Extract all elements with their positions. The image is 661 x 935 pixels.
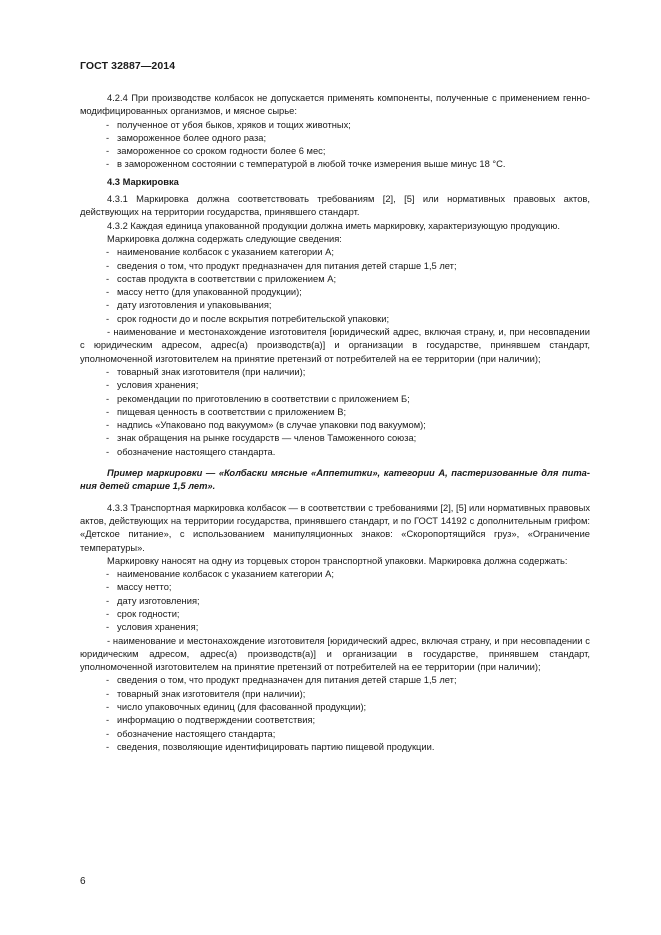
paragraph-4-2-4: 4.2.4 При производстве колбасок не допускается применять компоненты, полученные с применением генно-модифицированных организмов, и мясное сырье:	[80, 93, 590, 117]
list-item: - в замороженном состоянии с температурой в любой точке измерения выше минус 18 °С.	[106, 159, 506, 170]
list-4-3-2	[80, 246, 590, 459]
list-item: - полученное от убоя быков, хряков и тощих животных;	[106, 119, 351, 130]
list-item: - замороженное более одного раза;	[106, 132, 267, 143]
paragraph-4-3-2-intro: Маркировка должна содержать следующие сведения:	[107, 233, 342, 244]
paragraph-4-3-1: 4.3.1 Маркировка должна соответствовать требованиям [2], [5] или нормативных правовых актов, действующих на территории государства, принявшего стандарт.	[80, 194, 590, 218]
list-item: - число упаковочных единиц (для фасованной продукции);	[106, 702, 367, 713]
list-item: - рекомендации по приготовлению в соответствии с приложением Б;	[106, 393, 410, 404]
document-header: ГОСТ 32887—2014	[80, 60, 176, 72]
paragraph-4-3-3: 4.3.3 Транспортная маркировка колбасок — в соответствии с требованиями [2], [5] или нормативных правовых актов, действующих на территории государства, принявшего стандарт, и по ГОСТ 14192 с дополнительным грифом: «Детское питание», с использованием манипуляционных знаков: «Скоропортящийся груз», «Ограничение температуры».	[80, 502, 590, 553]
paragraph-4-3-2: 4.3.2 Каждая единица упакованной продукции должна иметь маркировку, характеризующую продукцию.	[107, 220, 560, 231]
list-item: - наименование колбасок с указанием категории А;	[106, 569, 334, 580]
list-item: - условия хранения;	[106, 622, 199, 633]
document-body	[80, 92, 590, 754]
list-item: - условия хранения;	[106, 380, 199, 391]
list-item-long: - наименование и местонахождение изготовителя [юридический адрес, включая страну, и, при несовпадении с юридическим адресом, адрес(а) производств(а)] и организации в государстве, принявшем стандарт, уполномоченной изготовителем на принятие претензий от потребителей на ее территории (при наличии);	[80, 327, 590, 364]
list-item: - товарный знак изготовителя (при наличии);	[106, 366, 306, 377]
list-item: - наименование колбасок с указанием категории А;	[106, 247, 334, 258]
list-4-3-3	[80, 568, 590, 754]
paragraph-4-3-3-intro: Маркировку наносят на одну из торцевых сторон транспортной упаковки. Маркировка должна содержать:	[107, 555, 568, 566]
section-heading-4-3: 4.3 Маркировка	[107, 176, 179, 187]
page-number: 6	[80, 876, 86, 887]
list-item: - обозначение настоящего стандарта.	[106, 446, 276, 457]
list-item: - обозначение настоящего стандарта;	[106, 728, 276, 739]
list-item: - массу нетто (для упакованной продукции);	[106, 287, 302, 298]
list-item: - знак обращения на рынке государств — членов Таможенного союза;	[106, 433, 417, 444]
list-4-2-4	[80, 119, 590, 172]
list-item: - массу нетто;	[106, 582, 172, 593]
list-item: - дату изготовления;	[106, 595, 200, 606]
list-item: - срок годности;	[106, 608, 180, 619]
list-item-long: - наименование и местонахождение изготовителя [юридический адрес, включая страну, и при несовпадении с юридическим адресом, адрес(а) производств(а)] и организации в государстве, принявшем стандарт, уполномоченной изготовителем на принятие претензий от потребителей на ее территории (при наличии);	[80, 635, 590, 673]
list-item: - сведения о том, что продукт предназначен для питания детей старше 1,5 лет;	[106, 260, 457, 271]
marking-example: Пример маркировки — «Колбаски мясные «Аппетитки», категории А, пастеризованные для питания детей старше 1,5 лет».	[80, 468, 590, 492]
list-item: - пищевая ценность в соответствии с приложением В;	[106, 406, 347, 417]
list-item: - замороженное со сроком годности более 6 мес;	[106, 146, 326, 157]
list-item: - срок годности до и после вскрытия потребительской упаковки;	[106, 313, 390, 324]
list-item: - надпись «Упаковано под вакуумом» (в случае упаковки под вакуумом);	[106, 420, 426, 431]
list-item: - информацию о подтверждении соответствия;	[106, 715, 316, 726]
list-item: - состав продукта в соответствии с приложением А;	[106, 273, 337, 284]
list-item: - дату изготовления и упаковывания;	[106, 300, 272, 311]
list-item: - сведения о том, что продукт предназначен для питания детей старше 1,5 лет;	[106, 675, 457, 686]
list-item: - сведения, позволяющие идентифицировать партию пищевой продукции.	[106, 741, 435, 752]
list-item: - товарный знак изготовителя (при наличии);	[106, 688, 306, 699]
